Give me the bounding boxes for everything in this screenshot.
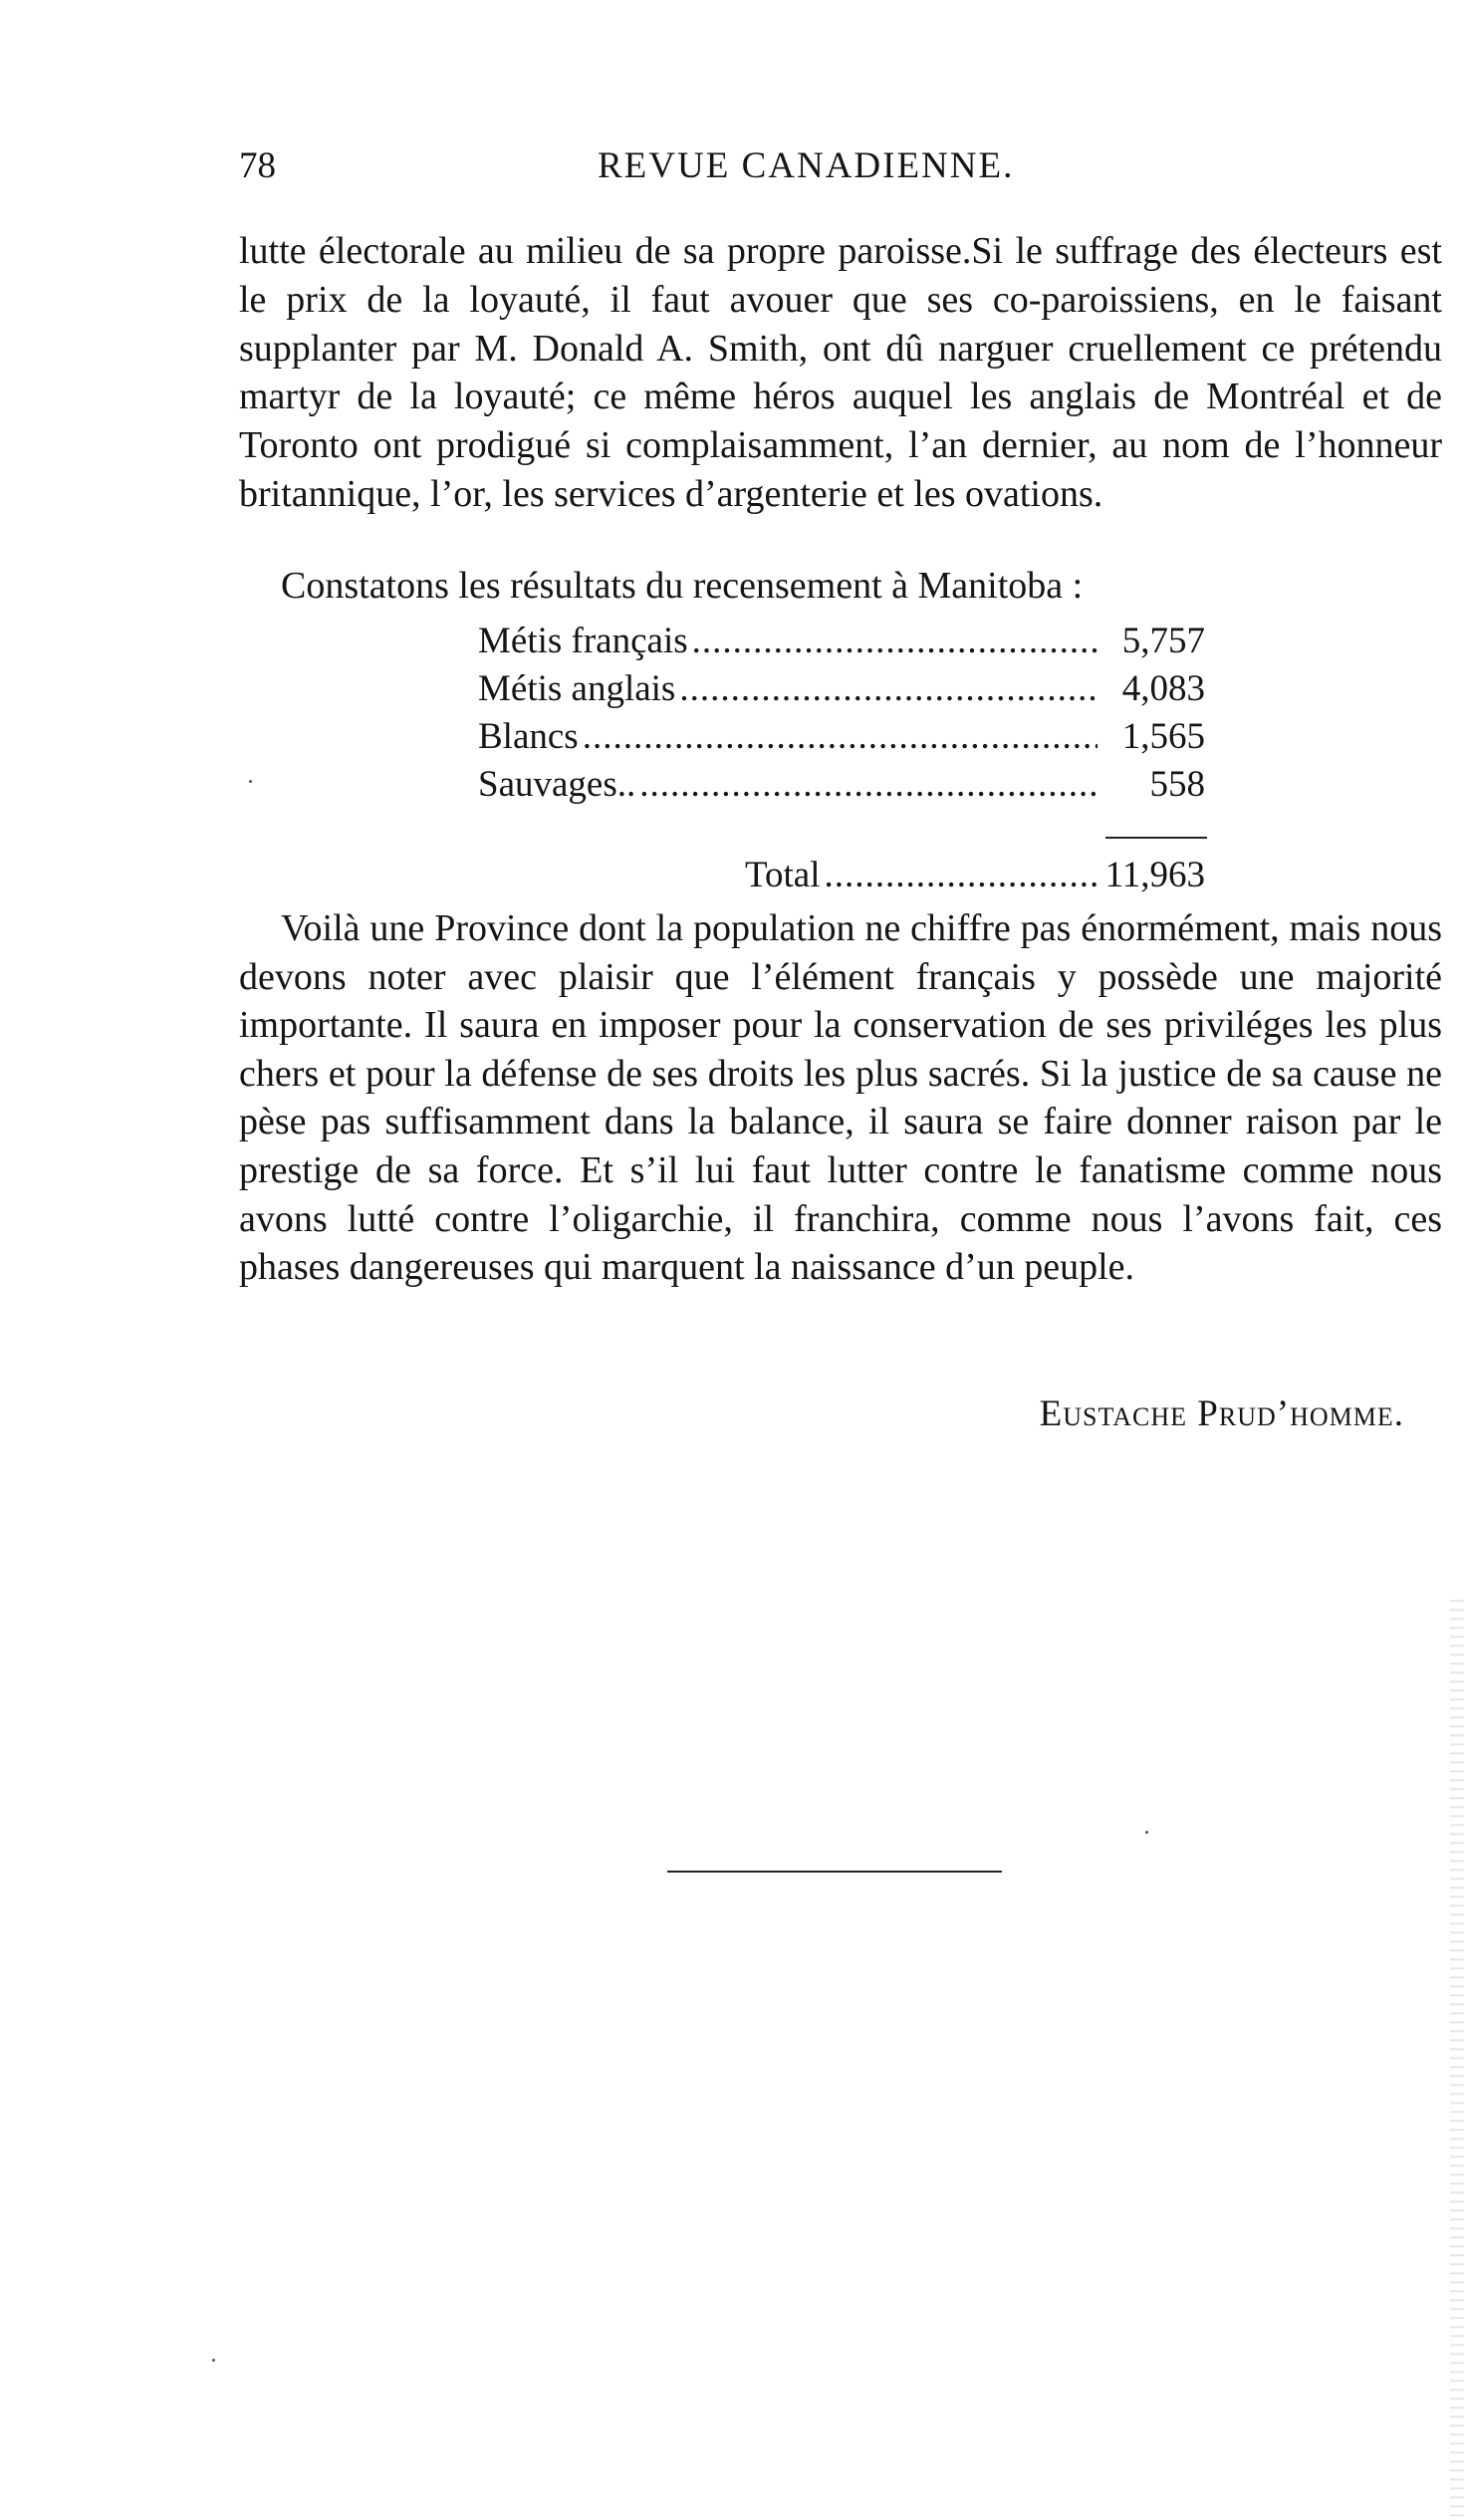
dot-leader <box>679 665 1098 713</box>
paragraph-text: Constatons les résultats du recensement à Manitoba : <box>281 565 1084 607</box>
body-paragraph-1 <box>239 227 1442 519</box>
total-label: Total <box>745 855 821 895</box>
dot-leader <box>825 852 1098 899</box>
scan-speck <box>212 2359 215 2362</box>
census-total-row <box>745 852 1205 899</box>
dot-leader <box>639 761 1098 809</box>
scan-speck <box>249 780 252 783</box>
body-paragraph-3 <box>239 904 1442 1292</box>
total-value: 11,963 <box>1104 855 1205 895</box>
census-label: Blancs <box>478 716 579 757</box>
census-label: Métis français <box>478 621 688 661</box>
paragraph-text: Voilà une Province dont la population ne chiffre pas énormément, mais nous devons noter avec plaisir que l’élément français y possède une majorité importante. Il saura en imposer pour la conservation de ses priviléges les plus chers et pour la défense de ses droits les plus sacrés. Si la justice de sa cause ne pèse pas suffisamment dans la balance, il saura se faire donner raison par le prestige de sa force. Et s’il lui faut lutter contre le fanatisme comme nous avons lutté contre l’oligarchie, il franchira, comme nous l’avons fait, ces phases dangereuses qui marquent la naissance d’un peuple. <box>239 907 1442 1289</box>
body-paragraph-2 <box>239 562 1442 611</box>
scan-speck <box>1145 1831 1148 1834</box>
census-value: 4,083 <box>1121 668 1205 709</box>
table-row <box>478 665 1205 713</box>
census-table <box>478 618 1205 809</box>
end-rule <box>667 1871 1002 1873</box>
table-row <box>478 761 1205 809</box>
dot-leader <box>692 618 1098 665</box>
author-signature: Eustache Prud’homme. <box>1039 1393 1404 1434</box>
census-value: 1,565 <box>1121 716 1205 757</box>
paragraph-text: lutte électorale au milieu de sa propre paroisse.Si le suffrage des électeurs est le prix de la loyauté, il faut avouer que ses co-paroissiens, en le faisant supplanter par M. Donald A. Smith, ont dû narguer cruellement ce prétendu martyr de la loyauté; ce même héros auquel les anglais de Montréal et de Toronto ont prodigué si complaisamment, l’an dernier, au nom de l’honneur britannique, l’or, les services d’argenterie et les ovations. <box>239 230 1442 515</box>
scan-edge-noise <box>1450 1594 1464 2520</box>
dot-leader <box>583 713 1098 761</box>
census-value: 558 <box>1149 764 1205 805</box>
census-label: Sauvages.. <box>478 764 636 805</box>
census-label: Métis anglais <box>478 668 676 709</box>
running-head: REVUE CANADIENNE. <box>598 145 1015 186</box>
table-row <box>478 618 1205 665</box>
page-number: 78 <box>239 145 276 186</box>
total-rule <box>1105 837 1207 839</box>
table-row <box>478 713 1205 761</box>
census-value: 5,757 <box>1121 621 1205 661</box>
